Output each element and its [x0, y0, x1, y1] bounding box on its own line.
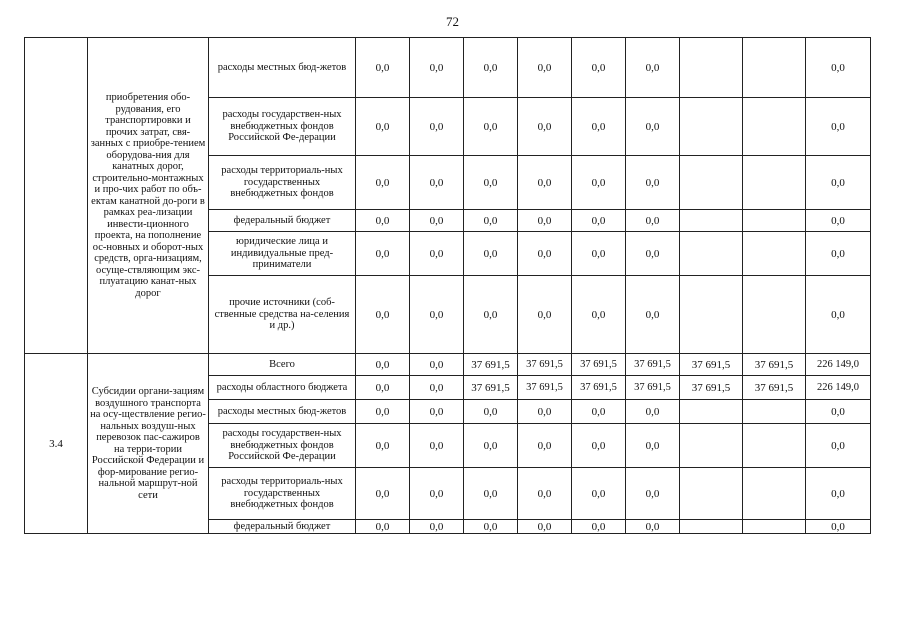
value-cell: 0,0 — [806, 468, 871, 520]
funding-source: расходы государствен-ных внебюджетных фондов Российской Фе-дерации — [209, 98, 356, 156]
value-cell — [743, 400, 806, 424]
value-cell: 0,0 — [572, 210, 626, 232]
value-cell: 0,0 — [464, 210, 518, 232]
value-cell: 0,0 — [518, 424, 572, 468]
funding-source: расходы территориаль-ных государственных внебюджетных фондов — [209, 468, 356, 520]
value-cell: 0,0 — [410, 156, 464, 210]
value-cell: 0,0 — [356, 468, 410, 520]
value-cell — [743, 520, 806, 534]
value-cell: 0,0 — [518, 210, 572, 232]
funding-source: расходы государствен-ных внебюджетных фондов Российской Фе-дерации — [209, 424, 356, 468]
value-cell: 0,0 — [356, 376, 410, 400]
value-cell — [680, 424, 743, 468]
value-cell: 0,0 — [356, 232, 410, 276]
value-cell: 0,0 — [356, 354, 410, 376]
value-cell: 0,0 — [356, 400, 410, 424]
value-cell — [680, 156, 743, 210]
value-cell: 0,0 — [464, 468, 518, 520]
value-cell: 0,0 — [464, 232, 518, 276]
value-cell: 37 691,5 — [464, 376, 518, 400]
value-cell: 0,0 — [464, 424, 518, 468]
value-cell: 0,0 — [626, 424, 680, 468]
value-cell: 37 691,5 — [626, 376, 680, 400]
value-cell: 0,0 — [464, 276, 518, 354]
value-cell: 0,0 — [806, 210, 871, 232]
table-row — [25, 354, 871, 376]
value-cell: 0,0 — [410, 38, 464, 98]
funding-source: юридические лица и индивидуальные пред-приниматели — [209, 232, 356, 276]
funding-source: расходы местных бюд-жетов — [209, 38, 356, 98]
value-cell: 0,0 — [806, 38, 871, 98]
funding-source: федеральный бюджет — [209, 210, 356, 232]
value-cell: 0,0 — [806, 156, 871, 210]
value-cell: 37 691,5 — [680, 354, 743, 376]
value-cell: 37 691,5 — [518, 354, 572, 376]
value-cell: 0,0 — [626, 400, 680, 424]
value-cell: 0,0 — [410, 424, 464, 468]
value-cell: 37 691,5 — [518, 376, 572, 400]
value-cell: 0,0 — [464, 520, 518, 534]
value-cell: 37 691,5 — [680, 376, 743, 400]
funding-source: расходы областного бюджета — [209, 376, 356, 400]
value-cell: 37 691,5 — [464, 354, 518, 376]
value-cell: 0,0 — [410, 400, 464, 424]
value-cell: 0,0 — [626, 276, 680, 354]
table-row — [25, 38, 871, 98]
value-cell: 0,0 — [572, 98, 626, 156]
value-cell: 37 691,5 — [626, 354, 680, 376]
value-cell: 0,0 — [518, 520, 572, 534]
value-cell: 0,0 — [572, 232, 626, 276]
value-cell — [743, 210, 806, 232]
value-cell: 0,0 — [806, 276, 871, 354]
value-cell: 0,0 — [356, 38, 410, 98]
value-cell: 0,0 — [806, 98, 871, 156]
funding-source: расходы территориаль-ных государственных внебюджетных фондов — [209, 156, 356, 210]
value-cell: 0,0 — [464, 38, 518, 98]
value-cell: 0,0 — [626, 232, 680, 276]
funding-source: Всего — [209, 354, 356, 376]
value-cell: 37 691,5 — [743, 354, 806, 376]
value-cell: 0,0 — [410, 376, 464, 400]
value-cell: 0,0 — [572, 38, 626, 98]
value-cell: 0,0 — [518, 400, 572, 424]
funding-source: расходы местных бюд-жетов — [209, 400, 356, 424]
value-cell — [743, 38, 806, 98]
value-cell — [743, 98, 806, 156]
value-cell: 0,0 — [410, 98, 464, 156]
value-cell: 0,0 — [464, 400, 518, 424]
measure-description: Субсидии органи-зациям воздушного транспорта на осу-ществление регио-нальных воздуш-ных перевозок пас-сажиров на терри-тории Российской Федерации и фор-мирование регио-нальной маршрут-ной сети — [88, 354, 209, 534]
row-number-cell — [25, 38, 88, 354]
value-cell: 0,0 — [356, 210, 410, 232]
value-cell: 0,0 — [356, 156, 410, 210]
value-cell: 0,0 — [410, 468, 464, 520]
value-cell: 0,0 — [410, 354, 464, 376]
value-cell: 37 691,5 — [743, 376, 806, 400]
value-cell: 37 691,5 — [572, 354, 626, 376]
value-cell: 0,0 — [410, 232, 464, 276]
budget-table — [24, 37, 871, 534]
value-cell: 0,0 — [572, 276, 626, 354]
value-cell — [743, 276, 806, 354]
value-cell: 0,0 — [806, 232, 871, 276]
measure-description: приобретения обо-рудования, его транспортировки и прочих затрат, свя-занных с приобре-тением оборудова-ния для канатных дорог, строительно-монтажных и про-чих работ по объ-ектам канатной до-роги в рамках реа-лизации инвести-ционного проекта, на пополнение ос-новных и оборот-ных средств, орга-низациям, осуще-ствляющим экс-плуатацию канат-ных дорог — [88, 38, 209, 354]
row-number-cell: 3.4 — [25, 354, 88, 534]
value-cell — [680, 98, 743, 156]
value-cell: 0,0 — [806, 520, 871, 534]
value-cell: 0,0 — [626, 468, 680, 520]
value-cell: 0,0 — [572, 400, 626, 424]
value-cell: 0,0 — [572, 468, 626, 520]
value-cell: 0,0 — [410, 276, 464, 354]
value-cell: 0,0 — [626, 38, 680, 98]
funding-source: прочие источники (соб-ственные средства на-селения и др.) — [209, 276, 356, 354]
value-cell: 0,0 — [356, 98, 410, 156]
value-cell: 0,0 — [518, 276, 572, 354]
value-cell: 0,0 — [626, 156, 680, 210]
value-cell — [680, 232, 743, 276]
value-cell — [743, 468, 806, 520]
value-cell: 0,0 — [626, 520, 680, 534]
value-cell: 0,0 — [626, 210, 680, 232]
value-cell: 0,0 — [356, 520, 410, 534]
value-cell: 226 149,0 — [806, 376, 871, 400]
funding-source: федеральный бюджет — [209, 520, 356, 534]
value-cell — [743, 232, 806, 276]
value-cell: 0,0 — [572, 520, 626, 534]
value-cell: 0,0 — [356, 424, 410, 468]
page-number: 72 — [446, 14, 459, 29]
value-cell: 0,0 — [410, 520, 464, 534]
value-cell: 37 691,5 — [572, 376, 626, 400]
value-cell — [680, 276, 743, 354]
value-cell — [680, 520, 743, 534]
value-cell: 0,0 — [518, 98, 572, 156]
value-cell: 0,0 — [518, 468, 572, 520]
value-cell: 226 149,0 — [806, 354, 871, 376]
value-cell: 0,0 — [410, 210, 464, 232]
value-cell — [680, 38, 743, 98]
value-cell: 0,0 — [464, 98, 518, 156]
value-cell: 0,0 — [806, 424, 871, 468]
value-cell: 0,0 — [626, 98, 680, 156]
value-cell: 0,0 — [356, 276, 410, 354]
value-cell: 0,0 — [518, 232, 572, 276]
value-cell — [680, 400, 743, 424]
value-cell: 0,0 — [806, 400, 871, 424]
value-cell: 0,0 — [464, 156, 518, 210]
value-cell: 0,0 — [518, 156, 572, 210]
value-cell: 0,0 — [518, 38, 572, 98]
value-cell: 0,0 — [572, 424, 626, 468]
value-cell — [743, 156, 806, 210]
value-cell — [680, 468, 743, 520]
value-cell — [680, 210, 743, 232]
value-cell — [743, 424, 806, 468]
value-cell: 0,0 — [572, 156, 626, 210]
